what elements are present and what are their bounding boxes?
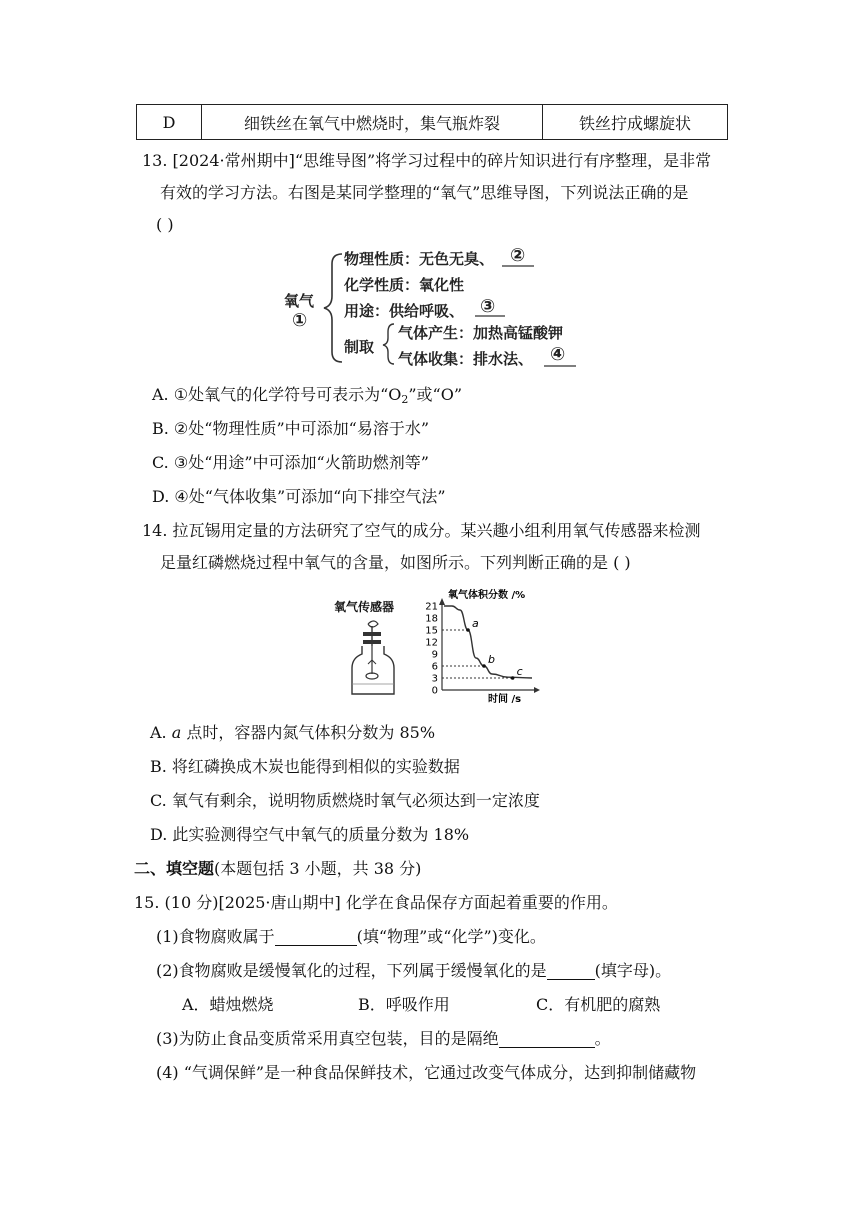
table-cell-explanation: 铁丝拧成螺旋状 bbox=[543, 105, 728, 140]
q15-stem: 15. (10 分)[2025·唐山期中] 化学在食品保存方面起着重要的作用。 bbox=[134, 893, 618, 912]
y-tick-label: 18 bbox=[425, 613, 438, 625]
mind-map-blank-2: ② bbox=[510, 245, 526, 266]
q14-option-c: C. 氧气有剩余，说明物质燃烧时氧气必须达到一定浓度 bbox=[150, 791, 540, 810]
mind-map-center: 氧气 bbox=[284, 292, 315, 310]
chart-point-label-c: c bbox=[516, 665, 523, 678]
q13-option-d: D. ④处“气体收集”可添加“向下排空气法” bbox=[152, 487, 446, 506]
chart-point-label-b: b bbox=[488, 653, 495, 666]
y-tick-label: 15 bbox=[425, 625, 438, 637]
mind-map-prep: 制取 bbox=[344, 338, 375, 356]
y-tick-label: 9 bbox=[431, 649, 438, 661]
section-heading: 二、填空题(本题包括 3 小题，共 38 分) bbox=[134, 859, 422, 878]
table-row bbox=[137, 105, 728, 140]
q14-stem-line1: 14. 拉瓦锡用定量的方法研究了空气的成分。某兴趣小组利用氧气传感器来检测 bbox=[142, 521, 701, 540]
sensor-label: 氧气传感器 bbox=[334, 600, 395, 614]
y-tick-label: 3 bbox=[431, 673, 438, 685]
oxygen-chart bbox=[414, 588, 554, 704]
q14-option-d: D. 此实验测得空气中氧气的质量分数为 18% bbox=[150, 825, 470, 844]
q13-option-b: B. ②处“物理性质”中可添加“易溶于水” bbox=[152, 419, 429, 438]
chart-xlabel: 时间 /s bbox=[488, 694, 522, 704]
q14-option-b: B. 将红磷换成木炭也能得到相似的实验数据 bbox=[150, 757, 460, 776]
oxygen-mind-map bbox=[280, 244, 600, 372]
answer-blank-2[interactable] bbox=[547, 961, 595, 980]
mind-map-blank-1: ① bbox=[292, 310, 308, 331]
answer-blank-1[interactable] bbox=[275, 927, 357, 946]
answer-table bbox=[136, 104, 728, 140]
y-tick-label: 12 bbox=[425, 637, 438, 649]
table-cell-phenomenon: 细铁丝在氧气中燃烧时，集气瓶炸裂 bbox=[202, 105, 543, 140]
oxygen-sensor-apparatus bbox=[330, 596, 420, 700]
q13-option-c: C. ③处“用途”中可添加“火箭助燃剂等” bbox=[152, 453, 429, 472]
x-axis-arrow bbox=[534, 687, 540, 693]
chart-point-c bbox=[511, 676, 515, 680]
mind-map-blank-3: ③ bbox=[480, 296, 496, 317]
y-tick-label: 6 bbox=[431, 661, 438, 673]
q15-part4: (4) “气调保鲜”是一种食品保鲜技术，它通过改变气体成分，达到抑制储藏物 bbox=[156, 1063, 697, 1082]
y-tick-label: 21 bbox=[425, 601, 438, 613]
chart-point-label-a: a bbox=[472, 617, 479, 630]
answer-blank-3[interactable] bbox=[499, 1029, 595, 1048]
q15-part1: (1)食物腐败属于 (填“物理”或“化学”)变化。 bbox=[156, 927, 546, 946]
q13-option-a: A. ①处氧气的化学符号可表示为“$O_2$”或“O” bbox=[152, 385, 463, 406]
q13-stem-line1: 13. [2024·常州期中]“思维导图”将学习过程中的碎片知识进行有序整理，是非常 bbox=[142, 151, 712, 170]
y-tick-label: 0 bbox=[431, 685, 438, 697]
flask-drawing bbox=[330, 596, 420, 700]
mind-map-physical: 物理性质：无色无臭、 bbox=[344, 250, 495, 268]
q15-part2-option-c: C．有机肥的腐熟 bbox=[536, 995, 661, 1014]
mind-map-blank-4: ④ bbox=[550, 344, 566, 365]
y-axis-arrow bbox=[439, 598, 445, 605]
q13-answer-paren: ( ) bbox=[156, 215, 174, 234]
q13-stem-line2: 有效的学习方法。右图是某同学整理的“氧气”思维导图，下列说法正确的是 bbox=[160, 183, 689, 202]
mind-map-gen: 气体产生：加热高锰酸钾 bbox=[398, 324, 564, 342]
q14-option-a: A. a 点时，容器内氮气体积分数为 85% bbox=[150, 723, 436, 742]
chart-point-b bbox=[482, 664, 486, 668]
mind-map-chemical: 化学性质：氧化性 bbox=[344, 276, 465, 294]
q15-part3: (3)为防止食品变质常采用真空包装，目的是隔绝 。 bbox=[156, 1029, 611, 1048]
chart-point-a bbox=[466, 628, 470, 632]
q15-part2-option-a: A．蜡烛燃烧 bbox=[182, 995, 274, 1014]
table-cell-letter: D bbox=[137, 105, 202, 140]
chart-ylabel: 氧气体积分数 /% bbox=[448, 590, 526, 601]
q14-stem-line2: 足量红磷燃烧过程中氧气的含量，如图所示。下列判断正确的是 ( ) bbox=[160, 553, 631, 572]
q15-part2: (2)食物腐败是缓慢氧化的过程，下列属于缓慢氧化的是 (填字母)。 bbox=[156, 961, 672, 980]
mind-map-collect: 气体收集：排水法、 bbox=[398, 350, 534, 368]
q15-part2-option-b: B．呼吸作用 bbox=[358, 995, 450, 1014]
mind-map-usage: 用途：供给呼吸、 bbox=[344, 302, 465, 320]
